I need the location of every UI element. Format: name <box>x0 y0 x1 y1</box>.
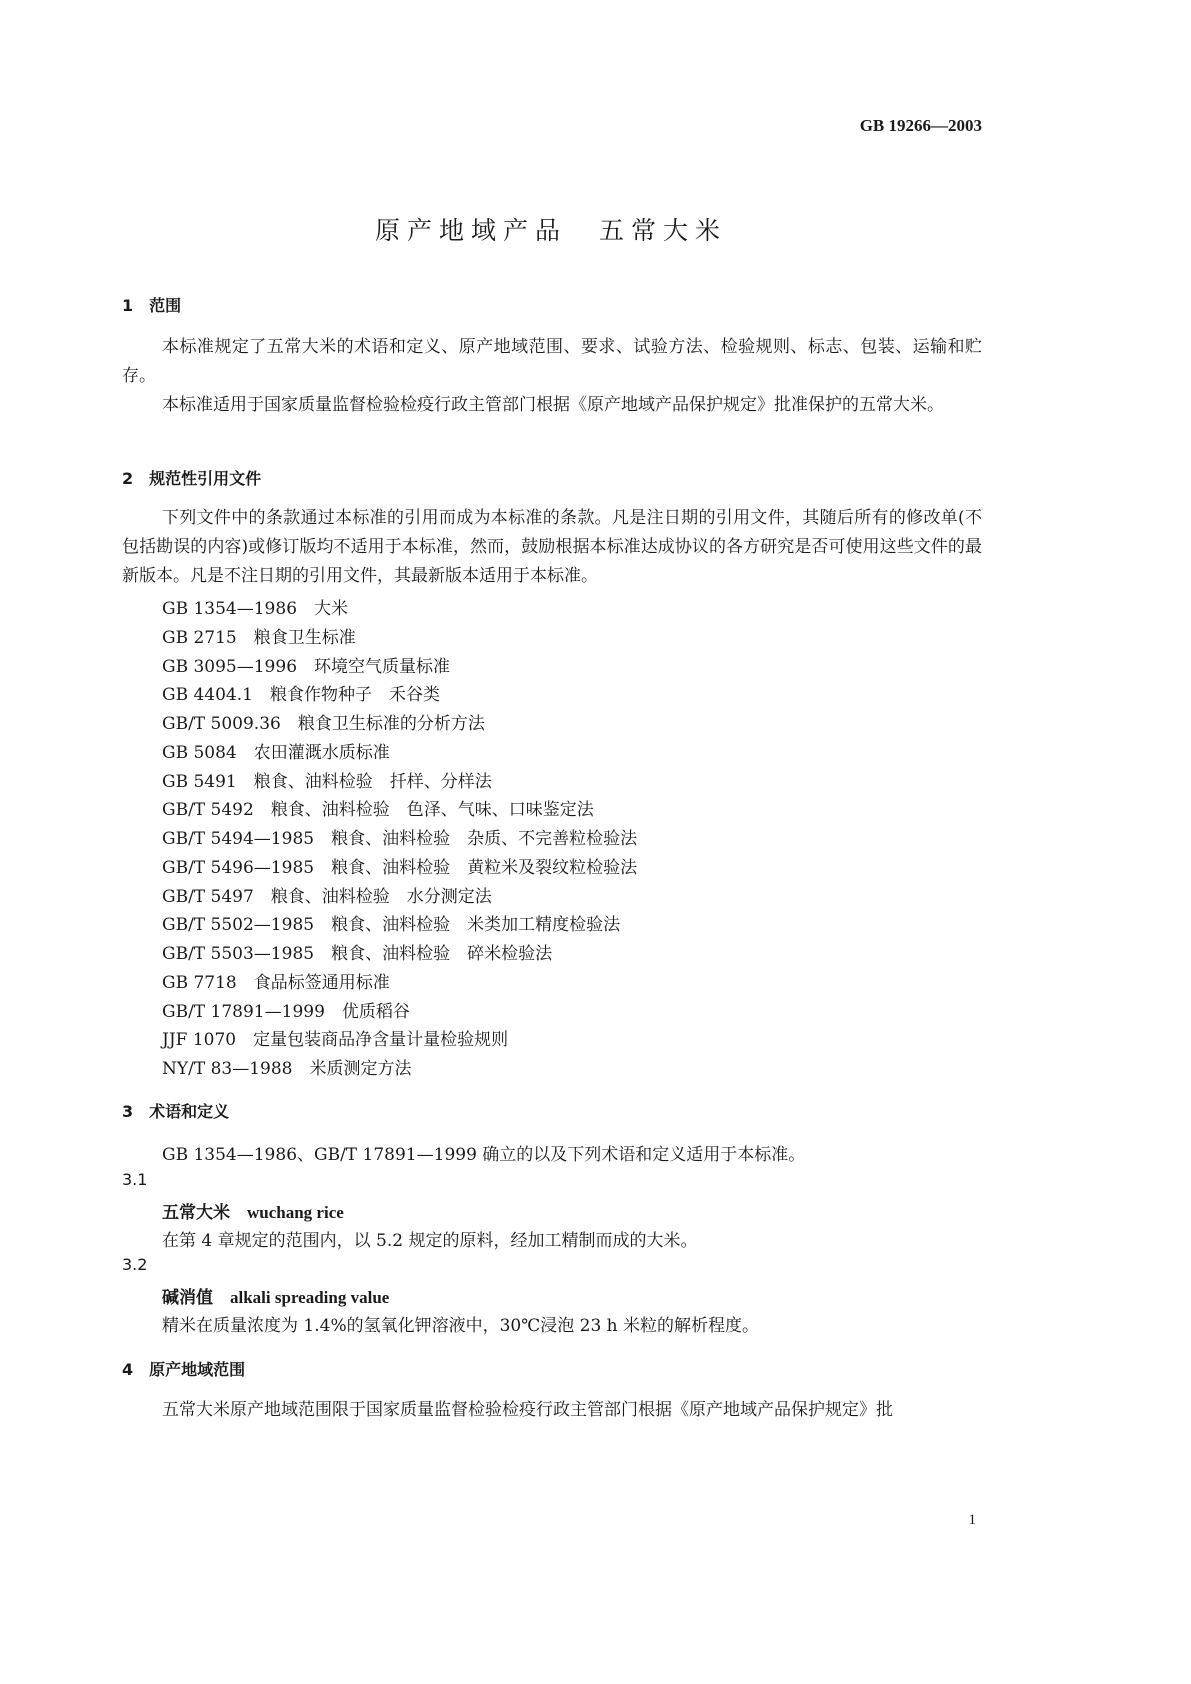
reference-code: GB 5491 <box>162 772 237 792</box>
reference-code: GB/T 5503—1985 <box>162 944 315 964</box>
reference-item <box>162 939 552 964</box>
reference-name: 粮食、油料检验 水分测定法 <box>270 887 492 907</box>
reference-name: 粮食、油料检验 米类加工精度检验法 <box>331 915 621 935</box>
reference-item <box>162 594 348 619</box>
reference-item <box>162 738 390 763</box>
reference-code: GB/T 5497 <box>162 887 254 907</box>
reference-name: 粮食、油料检验 黄粒米及裂纹粒检验法 <box>331 858 638 878</box>
reference-item <box>162 1025 508 1050</box>
section-2-heading: 2 规范性引用文件 <box>122 469 262 488</box>
term-heading <box>162 1283 389 1308</box>
reference-item <box>162 853 637 878</box>
reference-code: GB 4404.1 <box>162 685 253 705</box>
reference-code: GB 7718 <box>162 973 237 993</box>
reference-name: 粮食卫生标准 <box>253 628 356 648</box>
reference-code: GB/T 5496—1985 <box>162 858 315 878</box>
reference-item <box>162 824 637 849</box>
term-definition: 在第 4 章规定的范围内，以 5.2 规定的原料，经加工精制而成的大米。 <box>162 1231 698 1251</box>
section-2-paragraph: 下列文件中的条款通过本标准的引用而成为本标准的条款。凡是注日期的引用文件，其随后所有的修改单(不包括勘误的内容)或修订版均不适用于本标准，然而，鼓励根据本标准达成协议的各方研究是否可使用这些文件的最新版本。凡是不注日期的引用文件，其最新版本适用于本标准。 <box>122 508 982 586</box>
reference-code: NY/T 83—1988 <box>162 1059 293 1079</box>
reference-name: 米质测定方法 <box>309 1059 412 1079</box>
reference-code: GB/T 5494—1985 <box>162 829 315 849</box>
reference-name: 定量包装商品净含量计量检验规则 <box>253 1030 509 1050</box>
reference-code: GB 2715 <box>162 628 237 648</box>
reference-item <box>162 623 356 648</box>
section-4-heading: 4 原产地域范围 <box>122 1360 246 1379</box>
section-4-paragraph: 五常大米原产地域范围限于国家质量监督检验检疫行政主管部门根据《原产地域产品保护规定》批 <box>162 1400 893 1420</box>
term-chinese: 五常大米 <box>162 1203 230 1223</box>
reference-name: 粮食、油料检验 杂质、不完善粒检验法 <box>331 829 638 849</box>
section-1-heading: 1 范围 <box>122 296 182 315</box>
page-number: 1 <box>968 1512 976 1528</box>
reference-name: 大米 <box>314 599 349 619</box>
reference-item <box>162 709 485 734</box>
term-number: 3.1 <box>122 1170 148 1189</box>
reference-name: 农田灌溉水质标准 <box>253 743 390 763</box>
reference-item <box>162 767 492 792</box>
reference-item <box>162 997 410 1022</box>
reference-code: GB 3095—1996 <box>162 657 298 677</box>
reference-item <box>162 882 492 907</box>
reference-name: 粮食卫生标准的分析方法 <box>297 714 485 734</box>
reference-item <box>162 968 390 993</box>
reference-code: GB/T 5502—1985 <box>162 915 315 935</box>
section-3-intro: GB 1354—1986、GB/T 17891—1999 确立的以及下列术语和定义适用于本标准。 <box>162 1145 806 1165</box>
document-title: 原产地域产品 五常大米 <box>374 216 727 245</box>
section-1-paragraph-2: 本标准适用于国家质量监督检验检疫行政主管部门根据《原产地域产品保护规定》批准保护的五常大米。 <box>162 395 944 415</box>
term-english: alkali spreading value <box>230 1288 390 1307</box>
reference-item <box>162 680 440 705</box>
term-heading <box>162 1198 344 1223</box>
reference-code: GB/T 17891—1999 <box>162 1002 325 1022</box>
reference-item <box>162 795 594 820</box>
standard-code: GB 19266—2003 <box>859 116 982 135</box>
reference-code: GB 1354—1986 <box>162 599 298 619</box>
reference-name: 粮食、油料检验 碎米检验法 <box>331 944 553 964</box>
reference-name: 优质稻谷 <box>341 1002 410 1022</box>
term-english: wuchang rice <box>247 1203 344 1222</box>
reference-code: GB/T 5009.36 <box>162 714 281 734</box>
reference-name: 环境空气质量标准 <box>314 657 451 677</box>
reference-code: GB 5084 <box>162 743 237 763</box>
reference-name: 粮食作物种子 禾谷类 <box>269 685 440 705</box>
reference-name: 食品标签通用标准 <box>253 973 390 993</box>
reference-code: GB/T 5492 <box>162 800 254 820</box>
reference-code: JJF 1070 <box>162 1030 237 1050</box>
section-3-heading: 3 术语和定义 <box>122 1102 230 1121</box>
reference-name: 粮食、油料检验 扦样、分样法 <box>253 772 492 792</box>
reference-item <box>162 910 620 935</box>
term-chinese: 碱消值 <box>162 1288 213 1308</box>
section-1-paragraph-1: 本标准规定了五常大米的术语和定义、原产地域范围、要求、试验方法、检验规则、标志、包装、运输和贮存。 <box>122 337 982 386</box>
reference-name: 粮食、油料检验 色泽、气味、口味鉴定法 <box>270 800 594 820</box>
term-definition: 精米在质量浓度为 1.4%的氢氧化钾溶液中，30℃浸泡 23 h 米粒的解析程度。 <box>162 1316 760 1336</box>
reference-item <box>162 652 450 677</box>
term-number: 3.2 <box>122 1255 148 1274</box>
reference-item <box>162 1054 411 1079</box>
